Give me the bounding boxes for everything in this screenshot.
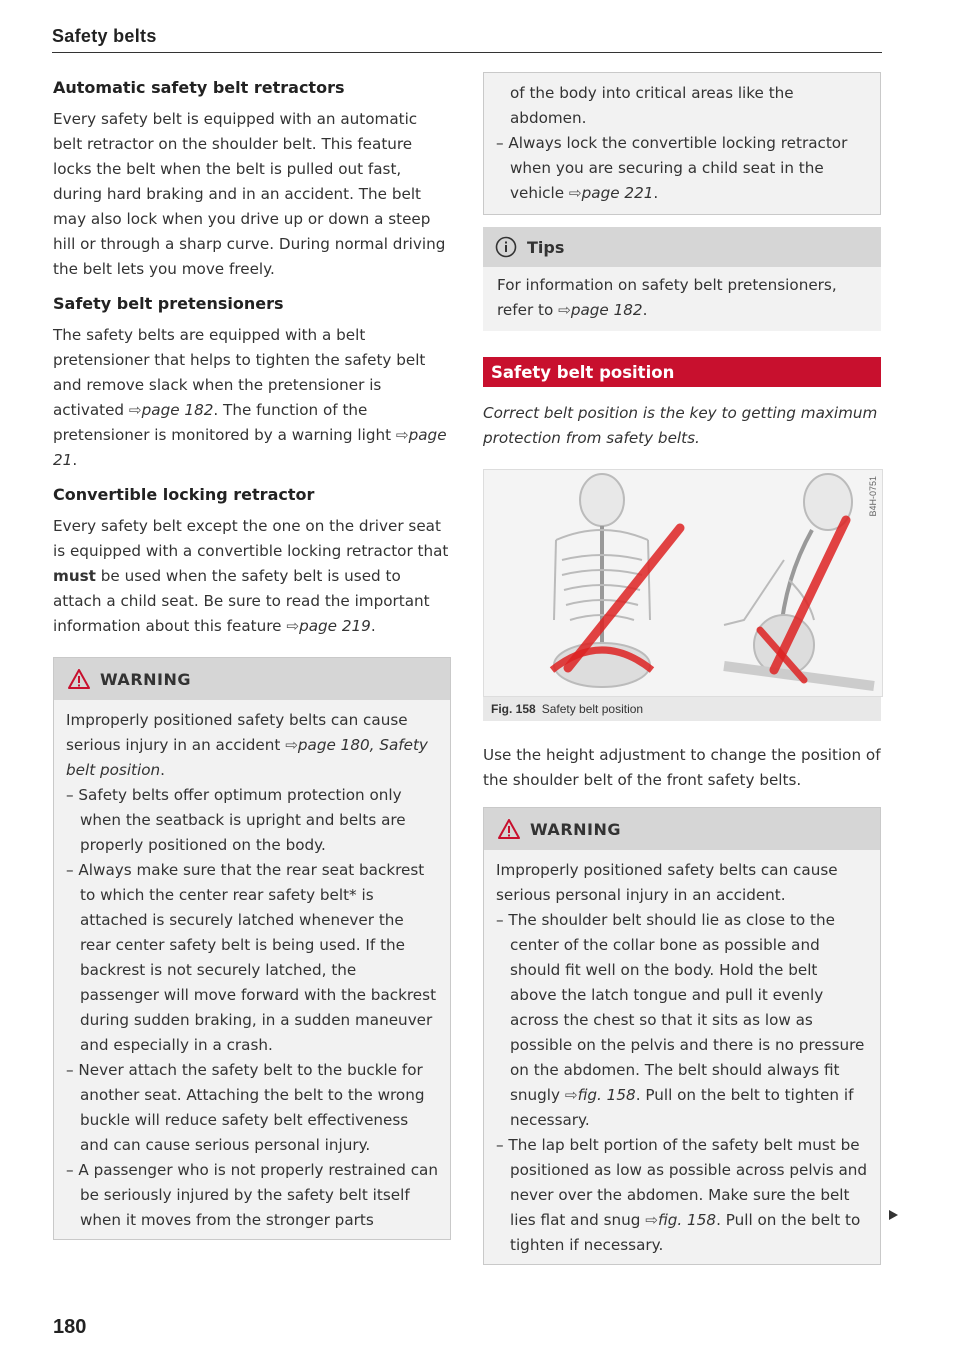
page-number: 180 (53, 1316, 87, 1338)
left-column (53, 72, 451, 1240)
safety-belt-illustration (484, 470, 882, 696)
tips-body (483, 267, 881, 331)
warning-box (53, 657, 451, 1240)
warning-intro: Improperly positioned safety belts can cause serious injury in an accident ⇨page 180, Safety belt position. (66, 711, 428, 779)
warning-box (483, 807, 881, 1265)
paragraph-convertible: Every safety belt except the one on the driver seat is equipped with a convertible locking retractor that must be used when the safety belt is used to attach a child seat. Be sure to read the important information about this feature ⇨page 219. (53, 517, 449, 635)
arrow-right-icon: ⇨ (285, 736, 298, 754)
page-reference-link[interactable]: page 182 (570, 301, 643, 319)
page-reference-link[interactable]: page 219 (299, 617, 371, 635)
list-item: – Safety belts offer optimum protection only when the seatback is upright and belts are properly positioned on the body. (66, 783, 438, 858)
lead-paragraph: Correct belt position is the key to getting maximum protection from safety belts. (483, 404, 878, 447)
paragraph-retractors: Every safety belt is equipped with an automatic belt retractor on the shoulder belt. This feature locks the belt when the belt is pulled out fast, during hard braking and in an accident. The belt may also lock when you drive up or down a steep hill or through a sharp curve. During normal driving the belt lets you move freely. (53, 110, 446, 278)
page-reference-link[interactable]: page 221 (581, 184, 654, 202)
continuation-text: of the body into critical areas like the abdomen. (510, 84, 794, 127)
list-item: – A passenger who is not properly restrained can be seriously injured by the safety belt itself when it moves from the stronger parts (66, 1158, 438, 1233)
page-reference-link[interactable]: page 182 (141, 401, 214, 419)
warning-continuation-box (483, 72, 881, 215)
warning-triangle-icon (498, 819, 520, 839)
tips-label: Tips (527, 237, 565, 257)
list-item: – The shoulder belt should lie as close to the center of the collar bone as possible and should fit well on the body. Hold the belt above the latch tongue and pull it evenly across the chest so that it sits as low as possible on the pelvis and there is no pressure on the abdomen. The belt should always fit snugly ⇨fig. 158. Pull on the belt to tighten if necessary. (496, 908, 868, 1133)
figure-reference-link[interactable]: fig. 158 (657, 1211, 717, 1229)
info-circle-icon (495, 236, 517, 258)
figure-caption (483, 697, 881, 721)
warning-label: WARNING (530, 819, 621, 839)
warning-label: WARNING (100, 669, 191, 689)
paragraph-height-adjustment: Use the height adjustment to change the position of the shoulder belt of the front safety belts. (483, 746, 881, 789)
page-reference-link[interactable]: page 21 (53, 426, 447, 469)
arrow-right-icon: ⇨ (128, 401, 142, 419)
warning-intro: Improperly positioned safety belts can cause serious personal injury in an accident. (496, 861, 838, 904)
list-item: – The lap belt portion of the safety belt must be positioned as low as possible across pelvis and never over the abdomen. Make sure the belt lies flat and snug ⇨fig. 158. Pull on the belt to tighten if necessary. (496, 1133, 868, 1258)
figure-caption-text: Safety belt position (541, 702, 644, 716)
arrow-right-icon: ⇨ (564, 1086, 578, 1104)
warning-list (66, 783, 438, 1233)
figure-label: Fig. 158 (491, 702, 536, 716)
warning-triangle-icon (68, 669, 90, 689)
section-heading-pretensioners: Safety belt pretensioners (53, 294, 284, 313)
warning-body (54, 700, 450, 1239)
section-heading-convertible: Convertible locking retractor (53, 485, 315, 504)
section-heading-retractors: Automatic safety belt retractors (53, 78, 345, 97)
warning-list (496, 908, 868, 1258)
arrow-right-icon: ⇨ (395, 426, 409, 444)
figure-reference-link[interactable]: fig. 158 (577, 1086, 636, 1104)
side-skeleton (724, 474, 874, 686)
paragraph-pretensioners: The safety belts are equipped with a belt pretensioner that helps to tighten the safety belt and remove slack when the pretensioner is activated ⇨page 182. The function of the pretensioner is monitored by a warning light ⇨page 21. (53, 326, 447, 469)
figure-safety-belt-position (483, 469, 883, 697)
figure-id: B4H-0751 (868, 476, 878, 517)
arrow-right-icon: ⇨ (645, 1211, 658, 1229)
warning-header (484, 808, 880, 850)
right-column (483, 72, 881, 1265)
arrow-right-icon: ⇨ (568, 184, 582, 202)
header-divider (52, 52, 882, 53)
warning-body (484, 850, 880, 1264)
arrow-right-icon: ⇨ (286, 617, 300, 635)
tips-box (483, 227, 881, 331)
page-header-title: Safety belts (52, 26, 157, 46)
list-item: – Always make sure that the rear seat backrest to which the center rear safety belt* is attached is securely latched whenever the rear center safety belt is being used. If the backrest is not securely latched, the passenger will move forward with the backrest during sudden braking, in a sudden maneuver and especially in a crash. (66, 858, 438, 1058)
page-reference-link[interactable]: page 180, Safety belt position (66, 736, 428, 779)
continue-arrow-icon (887, 1209, 899, 1221)
section-title-bar: Safety belt position (483, 357, 881, 387)
list-item: – Never attach the safety belt to the buckle for another seat. Attaching the belt to the wrong buckle will reduce safety belt effectiveness and can cause serious personal injury. (66, 1058, 438, 1158)
tips-text: For information on safety belt pretensioners, refer to ⇨page 182. (497, 276, 837, 319)
tips-header (483, 227, 881, 267)
warning-header (54, 658, 450, 700)
arrow-right-icon: ⇨ (558, 301, 571, 319)
list-item: – Always lock the convertible locking retractor when you are securing a child seat in the vehicle ⇨page 221. (496, 131, 868, 206)
